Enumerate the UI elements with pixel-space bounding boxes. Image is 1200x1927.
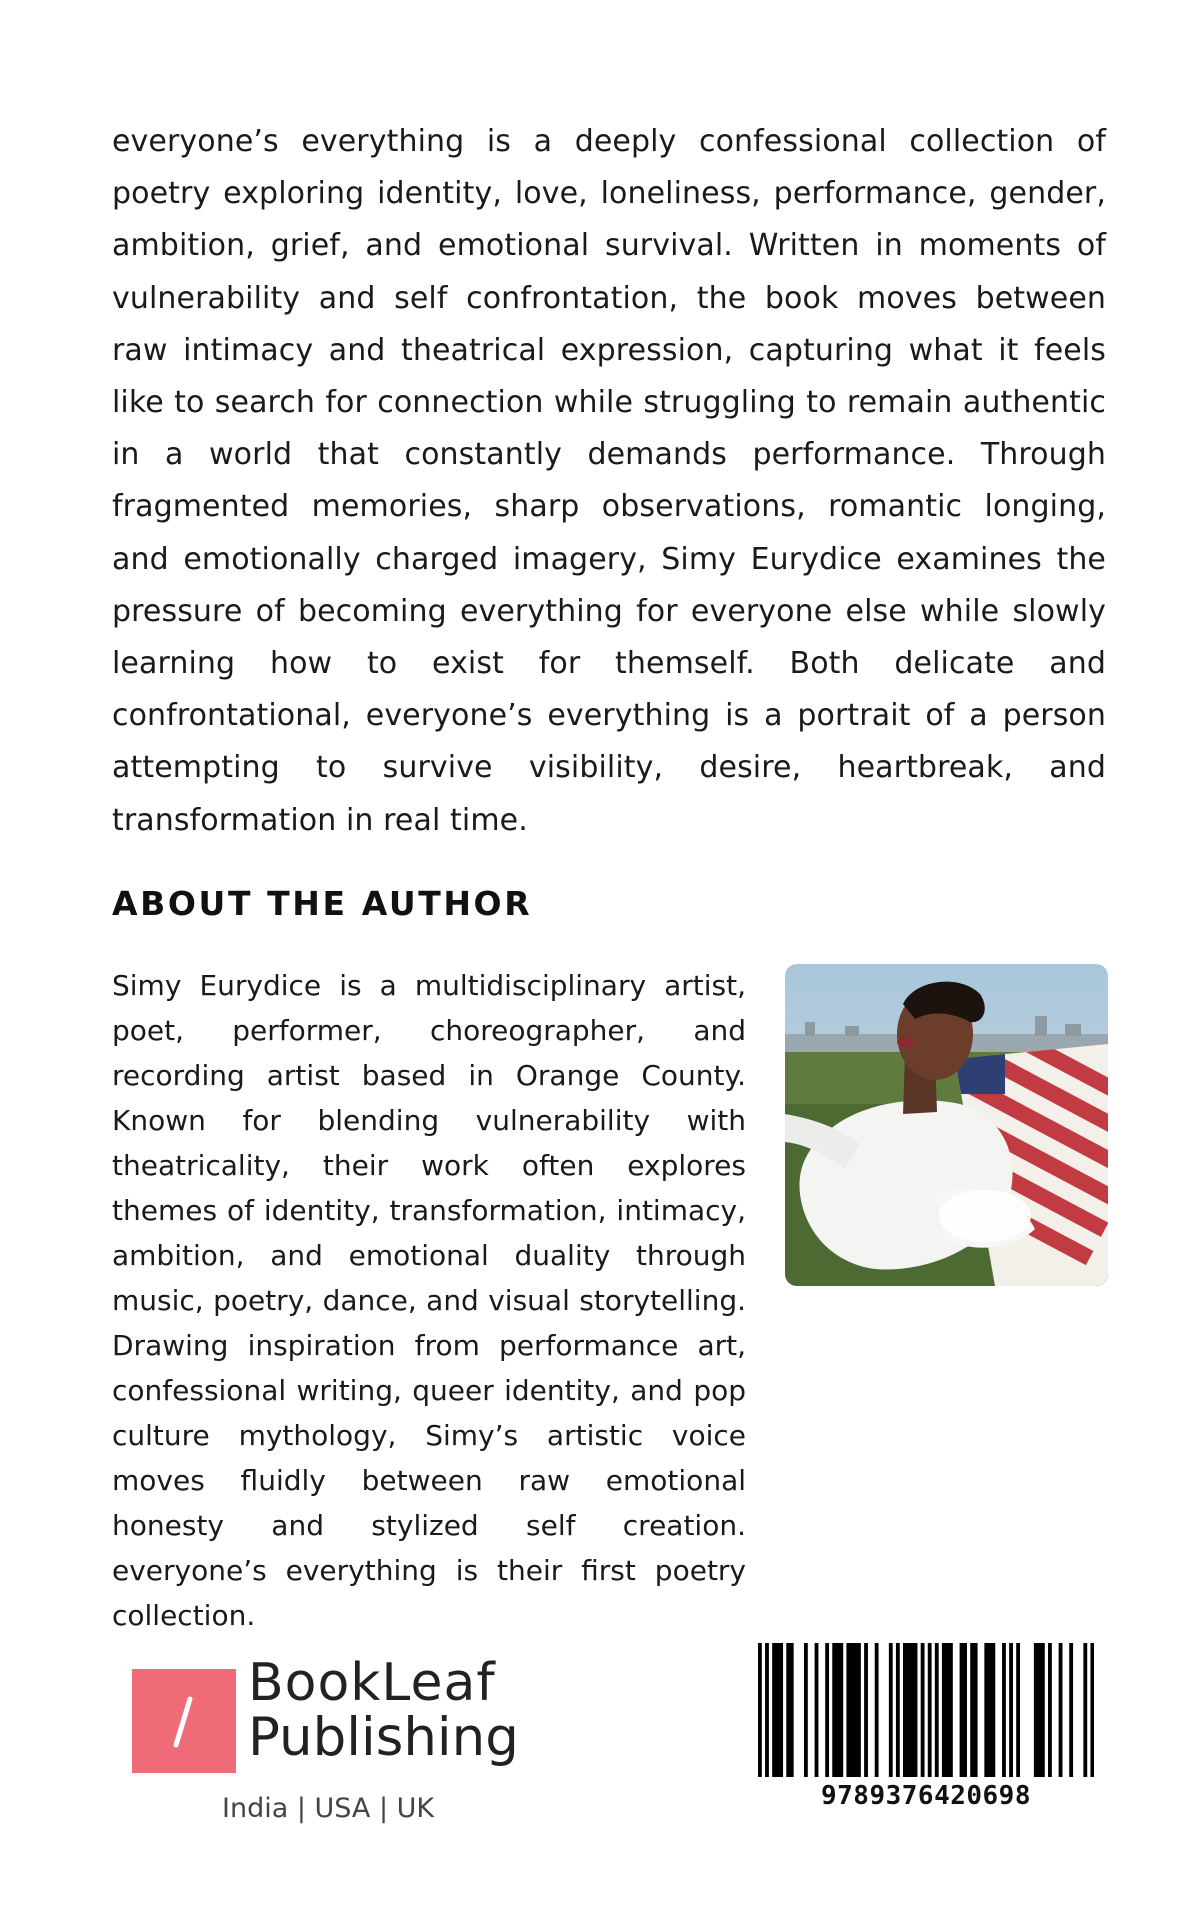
barcode-bar — [945, 1643, 949, 1777]
barcode-bar — [942, 1643, 946, 1777]
barcode-bar — [960, 1643, 964, 1777]
barcode-bar — [914, 1643, 918, 1777]
barcode-bar — [836, 1643, 840, 1777]
barcode-bar — [921, 1643, 925, 1777]
barcode-bar — [1034, 1643, 1038, 1777]
barcode-bar — [1083, 1643, 1087, 1777]
publisher-regions: India | USA | UK — [222, 1793, 435, 1824]
barcode-bar — [1002, 1643, 1006, 1777]
barcode-bar — [857, 1643, 861, 1777]
barcode-bar — [875, 1643, 879, 1777]
barcode-bar — [974, 1643, 978, 1777]
barcode-bar — [853, 1643, 857, 1777]
barcode-bar — [1090, 1643, 1094, 1777]
barcode-bar — [1048, 1643, 1052, 1777]
barcode-bar — [832, 1643, 836, 1777]
barcode-bar — [825, 1643, 829, 1777]
barcode-bar — [772, 1643, 776, 1777]
barcode-bar — [1037, 1643, 1041, 1777]
barcode-bar — [850, 1643, 854, 1777]
barcode-bar — [815, 1643, 819, 1777]
barcode-bar — [804, 1643, 808, 1777]
about-author-heading: ABOUT THE AUTHOR — [112, 884, 533, 923]
author-bio: Simy Eurydice is a multidisciplinary artist, poet, performer, choreographer, and recording artist based in Orange County. Known for blending vulnerability with theatricality, their work often explores themes of identity, transformation, intimacy, ambition, and emotional duality through music, poetry, dance, and visual storytelling. Drawing inspiration from performance art, confessional writing, queer identity, and pop culture mythology, Simy’s artistic voice moves fluidly between raw emotional honesty and stylized self creation. everyone’s everything is their first poetry collection. — [112, 969, 746, 1632]
barcode-bar — [1059, 1643, 1063, 1777]
publisher-name-line1: BookLeaf — [248, 1653, 496, 1713]
barcode-bar — [779, 1643, 783, 1777]
isbn-number: 9789376420698 — [821, 1781, 1031, 1811]
barcode-bar — [1009, 1643, 1013, 1777]
barcode-bar — [896, 1643, 900, 1777]
publisher-logo — [132, 1653, 532, 1833]
barcode-bar — [846, 1643, 850, 1777]
barcode-bar — [903, 1643, 907, 1777]
barcode-bar — [910, 1643, 914, 1777]
publisher-name-line2: Publishing — [248, 1707, 519, 1768]
barcode-bar — [991, 1643, 995, 1777]
barcode-bar — [1041, 1643, 1045, 1777]
barcode-bar — [988, 1643, 992, 1777]
barcode-bar — [1069, 1643, 1073, 1777]
barcode-bar — [786, 1643, 790, 1777]
author-photo — [785, 964, 1108, 1286]
barcode-bar — [984, 1643, 988, 1777]
isbn-barcode — [758, 1643, 1094, 1815]
barcode-bar — [765, 1643, 769, 1777]
barcode-bar — [758, 1643, 762, 1777]
barcode-bar — [949, 1643, 953, 1777]
barcode-bars — [758, 1643, 1094, 1777]
barcode-bar — [907, 1643, 911, 1777]
barcode-bar — [790, 1643, 794, 1777]
barcode-bar — [928, 1643, 932, 1777]
barcode-bar — [889, 1643, 893, 1777]
barcode-bar — [839, 1643, 843, 1777]
barcode-bar — [963, 1643, 967, 1777]
book-description: everyone’s everything is a deeply confessional collection of poetry exploring identity, love, loneliness, performance, gender, ambition, grief, and emotional survival. Written in moments of vulnerability and self confrontation, the book moves between raw intimacy and theatrical expression, capturing what it feels like to search for connection while struggling to remain authentic in a world that constantly demands performance. Through fragmented memories, sharp observations, romantic longing, and emotionally charged imagery, Simy Eurydice examines the pressure of becoming everything for everyone else while slowly learning how to exist for themself. Both delicate and confrontational, everyone’s everything is a portrait of a person attempting to survive visibility, desire, heartbreak, and transformation in real time. — [112, 124, 1106, 838]
barcode-bar — [864, 1643, 868, 1777]
barcode-bar — [935, 1643, 939, 1777]
barcode-bar — [776, 1643, 780, 1777]
barcode-bar — [970, 1643, 974, 1777]
barcode-bar — [1016, 1643, 1020, 1777]
publisher-logo-mark — [132, 1669, 236, 1773]
